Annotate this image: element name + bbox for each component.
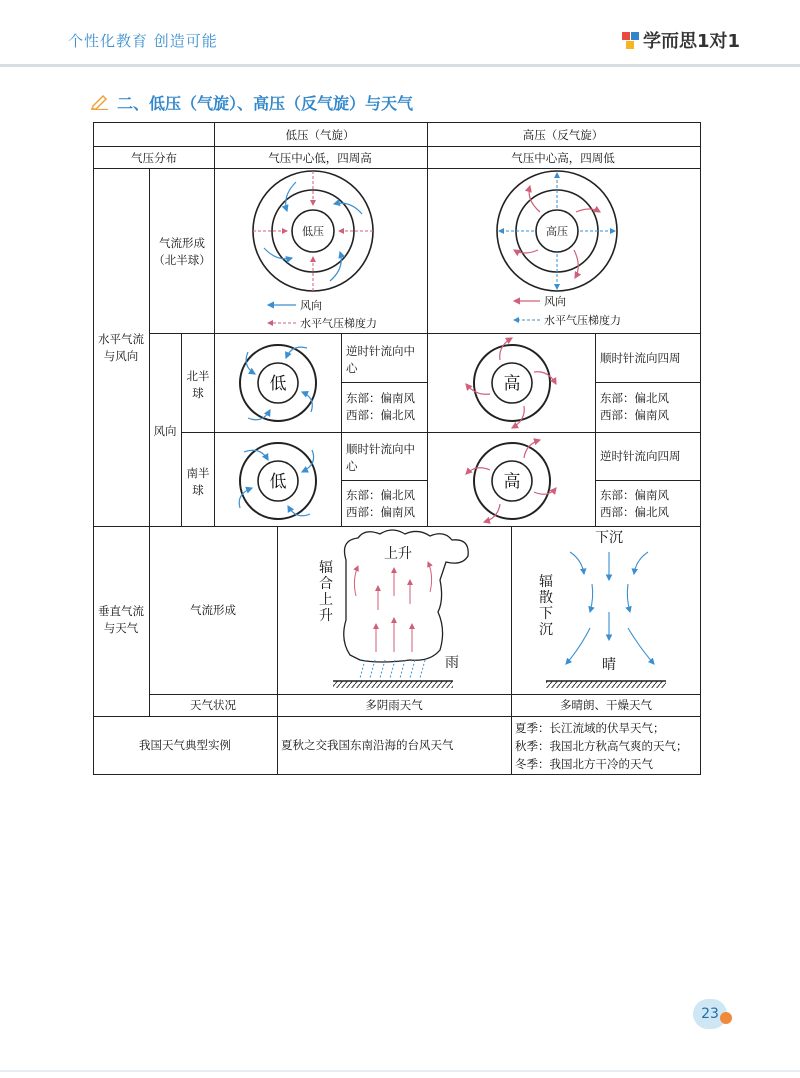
nh-low-wind-diagram: [240, 345, 316, 421]
pressure-row-label: 气压分布: [131, 151, 177, 165]
rise-label: 上升: [384, 546, 412, 562]
sh-low-desc-line2: 心: [346, 459, 358, 473]
page-number: 23: [693, 999, 727, 1029]
example-high-line1: 夏季：长江流域的伏旱天气；: [515, 721, 665, 735]
sh-high-desc: 逆时针流向四周: [600, 449, 681, 463]
converge-char-2: 合: [319, 576, 333, 592]
nh-high-wind-diagram: [466, 338, 556, 428]
section-title: 二、低压（气旋）、高压（反气旋）与天气: [117, 94, 414, 113]
sink-label: 下沉: [595, 530, 623, 546]
sh-low-desc-line1: 顺时针流向中: [346, 442, 415, 456]
nh-high-west: 西部：偏南风: [600, 408, 669, 422]
diverge-char-2: 散: [539, 590, 553, 606]
vertical-label-line2: 与天气: [103, 621, 139, 635]
footer-divider: [0, 1070, 800, 1072]
high-pressure-formation-diagram: [497, 171, 621, 327]
col-header-high: 高压（反气旋）: [522, 128, 604, 142]
converge-char-3: 上: [319, 592, 333, 608]
north-hemisphere-line2: 球: [192, 386, 204, 400]
weather-row-label: 天气状况: [190, 698, 236, 712]
nh-low-desc-line1: 逆时针流向中: [346, 344, 415, 358]
example-low-text: 夏秋之交我国东南沿海的台风天气: [281, 738, 454, 752]
formation-label-line1: 气流形成: [159, 236, 205, 250]
nh-low-west: 西部：偏北风: [346, 408, 415, 422]
wind-direction-label: 风向: [153, 424, 177, 438]
diverge-char-1: 辐: [539, 574, 553, 590]
rising-air-cloud-diagram: [319, 530, 468, 688]
rain-label: 雨: [445, 655, 459, 671]
sh-low-wind-diagram: [239, 443, 316, 519]
example-high-line3: 冬季：我国北方干冷的天气: [515, 757, 653, 771]
example-row-label: 我国天气典型实例: [139, 738, 231, 752]
nh-low-char: 低: [269, 374, 287, 394]
col-header-low: 低压（气旋）: [285, 128, 355, 142]
converge-char-1: 辐: [319, 560, 333, 576]
nh-high-desc: 顺时针流向四周: [600, 351, 681, 365]
legend-wind-high: 风向: [544, 295, 566, 308]
legend-wind-low: 风向: [300, 299, 322, 312]
nh-low-east: 东部：偏南风: [346, 391, 415, 405]
legend-gradient-high: 水平气压梯度力: [544, 314, 621, 327]
north-hemisphere-line1: 北半: [186, 369, 210, 383]
horizontal-label-line2: 与风向: [103, 349, 139, 363]
nh-low-desc-line2: 心: [346, 361, 358, 375]
diverge-char-4: 沉: [539, 622, 553, 638]
sh-high-wind-diagram: [466, 440, 556, 522]
legend-gradient-low: 水平气压梯度力: [300, 317, 377, 330]
converge-char-4: 升: [319, 608, 333, 624]
weather-low-text: 多阴雨天气: [365, 698, 423, 712]
page-number-dot: [720, 1012, 732, 1024]
example-high-line2: 秋季：我国北方秋高气爽的天气；: [515, 739, 688, 753]
header-slogan: 个性化教育 创造可能: [68, 32, 218, 50]
nh-high-east: 东部：偏北风: [600, 391, 669, 405]
formation-label-line2: （北半球）: [153, 253, 211, 267]
nh-high-char: 高: [503, 374, 521, 394]
pressure-low-text: 气压中心低，四周高: [268, 151, 372, 165]
vertical-label-line1: 垂直气流: [98, 604, 144, 618]
sh-low-west: 西部：偏南风: [346, 505, 415, 519]
pressure-high-text: 气压中心高，四周低: [511, 151, 615, 165]
sunny-label: 晴: [602, 657, 616, 673]
south-hemisphere-line1: 南半: [186, 466, 210, 480]
sinking-air-diagram: [539, 530, 666, 688]
sh-low-east: 东部：偏北风: [346, 488, 415, 502]
vertical-formation-label: 气流形成: [190, 603, 236, 617]
horizontal-label-line1: 水平气流: [98, 332, 144, 346]
sh-low-char: 低: [269, 472, 287, 492]
logo-text: 学而思1对1: [643, 31, 741, 52]
sh-high-char: 高: [503, 472, 521, 492]
south-hemisphere-line2: 球: [192, 483, 204, 497]
diverge-char-3: 下: [539, 606, 553, 622]
sh-high-west: 西部：偏北风: [600, 505, 669, 519]
low-pressure-formation-diagram: [253, 171, 377, 330]
sh-high-east: 东部：偏南风: [600, 488, 669, 502]
low-center-label: 低压: [302, 225, 324, 238]
high-center-label: 高压: [546, 225, 568, 238]
weather-high-text: 多晴朗、干燥天气: [560, 698, 652, 712]
